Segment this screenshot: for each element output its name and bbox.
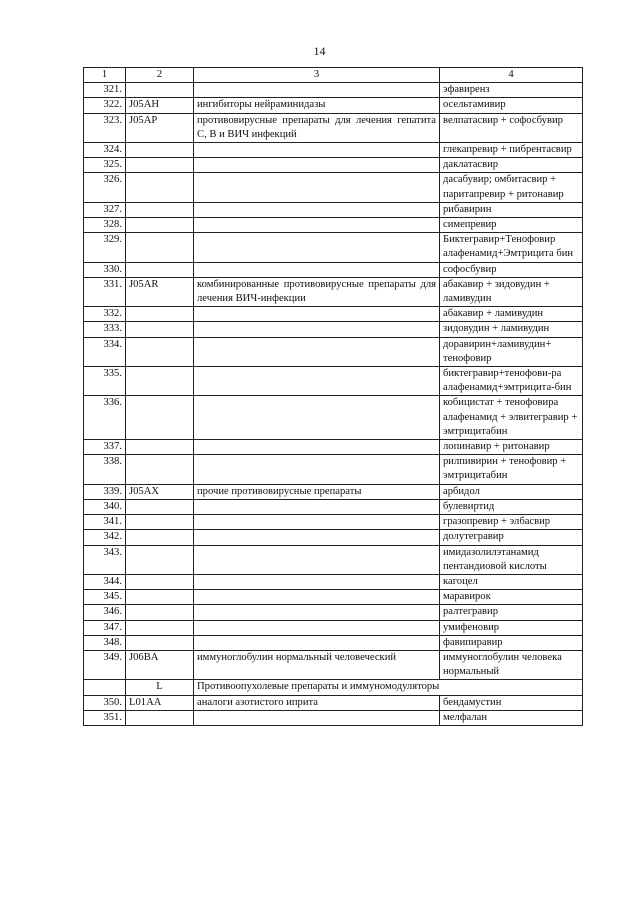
table-row bbox=[84, 202, 583, 217]
atc-code bbox=[126, 530, 194, 545]
row-number: 347. bbox=[84, 620, 126, 635]
row-number: 332. bbox=[84, 307, 126, 322]
table-row bbox=[84, 440, 583, 455]
drug-group bbox=[194, 396, 440, 440]
atc-code bbox=[126, 337, 194, 366]
drug-group bbox=[194, 322, 440, 337]
atc-code bbox=[126, 620, 194, 635]
atc-code bbox=[126, 515, 194, 530]
drug-name: булевиртид bbox=[440, 499, 583, 514]
drug-group bbox=[194, 545, 440, 574]
drug-name: иммуноглобулин человека нормальный bbox=[440, 650, 583, 679]
section-code: L bbox=[126, 680, 194, 695]
row-number: 326. bbox=[84, 173, 126, 202]
atc-code bbox=[126, 574, 194, 589]
table-row bbox=[84, 218, 583, 233]
drug-name: симепревир bbox=[440, 218, 583, 233]
column-header: 3 bbox=[194, 68, 440, 83]
drug-name: бендамустин bbox=[440, 695, 583, 710]
atc-code bbox=[126, 396, 194, 440]
drug-group: прочие противовирусные препараты bbox=[194, 484, 440, 499]
row-number: 348. bbox=[84, 635, 126, 650]
drug-name: мелфалан bbox=[440, 710, 583, 725]
drug-group bbox=[194, 262, 440, 277]
table-row bbox=[84, 262, 583, 277]
drug-group bbox=[194, 515, 440, 530]
table-row bbox=[84, 545, 583, 574]
drug-name: кагоцел bbox=[440, 574, 583, 589]
drug-name: зидовудин + ламивудин bbox=[440, 322, 583, 337]
drug-group bbox=[194, 158, 440, 173]
column-header: 4 bbox=[440, 68, 583, 83]
drug-name: дасабувир; омбитасвир + паритапревир + ритонавир bbox=[440, 173, 583, 202]
drug-group bbox=[194, 143, 440, 158]
atc-code bbox=[126, 590, 194, 605]
row-number: 336. bbox=[84, 396, 126, 440]
atc-code bbox=[126, 710, 194, 725]
drug-group bbox=[194, 83, 440, 98]
section-blank bbox=[84, 680, 126, 695]
row-number: 350. bbox=[84, 695, 126, 710]
atc-code bbox=[126, 367, 194, 396]
drug-group bbox=[194, 202, 440, 217]
table-row bbox=[84, 574, 583, 589]
table-row bbox=[84, 605, 583, 620]
drug-name: имидазолилэтанамид пентандиовой кислоты bbox=[440, 545, 583, 574]
table-row bbox=[84, 620, 583, 635]
row-number: 328. bbox=[84, 218, 126, 233]
section-row bbox=[84, 680, 583, 695]
drug-name: кобицистат + тенофовира алафенамид + элвитегравир + эмтрицитабин bbox=[440, 396, 583, 440]
drug-group: иммуноглобулин нормальный человеческий bbox=[194, 650, 440, 679]
table-row bbox=[84, 499, 583, 514]
atc-code bbox=[126, 173, 194, 202]
drug-group: комбинированные противовирусные препараты для лечения ВИЧ-инфекции bbox=[194, 277, 440, 306]
drug-group bbox=[194, 307, 440, 322]
drug-list-table bbox=[83, 67, 583, 726]
row-number: 331. bbox=[84, 277, 126, 306]
drug-group bbox=[194, 635, 440, 650]
atc-code bbox=[126, 545, 194, 574]
drug-group bbox=[194, 440, 440, 455]
drug-group bbox=[194, 605, 440, 620]
atc-code: J06BA bbox=[126, 650, 194, 679]
table-header-row bbox=[84, 68, 583, 83]
atc-code: L01AA bbox=[126, 695, 194, 710]
section-title: Противоопухолевые препараты и иммуномодуляторы bbox=[194, 680, 583, 695]
table-row bbox=[84, 277, 583, 306]
table-row bbox=[84, 530, 583, 545]
atc-code bbox=[126, 202, 194, 217]
drug-name: фавипиравир bbox=[440, 635, 583, 650]
drug-name: маравирок bbox=[440, 590, 583, 605]
table-row bbox=[84, 83, 583, 98]
table-row bbox=[84, 143, 583, 158]
atc-code bbox=[126, 233, 194, 262]
atc-code bbox=[126, 322, 194, 337]
drug-name: лопинавир + ритонавир bbox=[440, 440, 583, 455]
table-row bbox=[84, 113, 583, 142]
drug-name: рилпивирин + тенофовир + эмтрицитабин bbox=[440, 455, 583, 484]
row-number: 339. bbox=[84, 484, 126, 499]
drug-name: абакавир + зидовудин + ламивудин bbox=[440, 277, 583, 306]
row-number: 340. bbox=[84, 499, 126, 514]
drug-name: доравирин+ламивудин+ тенофовир bbox=[440, 337, 583, 366]
table-row bbox=[84, 322, 583, 337]
drug-group bbox=[194, 590, 440, 605]
atc-code bbox=[126, 83, 194, 98]
drug-group: ингибиторы нейраминидазы bbox=[194, 98, 440, 113]
atc-code: J05AH bbox=[126, 98, 194, 113]
drug-name: долутегравир bbox=[440, 530, 583, 545]
row-number: 325. bbox=[84, 158, 126, 173]
table-row bbox=[84, 455, 583, 484]
row-number: 330. bbox=[84, 262, 126, 277]
table-row bbox=[84, 590, 583, 605]
row-number: 341. bbox=[84, 515, 126, 530]
drug-name: арбидол bbox=[440, 484, 583, 499]
drug-name: Биктегравир+Тенофовир алафенамид+Эмтрицита бин bbox=[440, 233, 583, 262]
row-number: 344. bbox=[84, 574, 126, 589]
table-row bbox=[84, 367, 583, 396]
drug-group bbox=[194, 620, 440, 635]
column-header: 1 bbox=[84, 68, 126, 83]
table-row bbox=[84, 98, 583, 113]
row-number: 323. bbox=[84, 113, 126, 142]
drug-group bbox=[194, 233, 440, 262]
drug-name: даклатасвир bbox=[440, 158, 583, 173]
drug-group bbox=[194, 530, 440, 545]
row-number: 343. bbox=[84, 545, 126, 574]
row-number: 335. bbox=[84, 367, 126, 396]
drug-name: рибавирин bbox=[440, 202, 583, 217]
drug-group bbox=[194, 499, 440, 514]
row-number: 345. bbox=[84, 590, 126, 605]
drug-group bbox=[194, 337, 440, 366]
table-row bbox=[84, 650, 583, 679]
drug-group bbox=[194, 710, 440, 725]
drug-name: абакавир + ламивудин bbox=[440, 307, 583, 322]
drug-group bbox=[194, 574, 440, 589]
drug-group bbox=[194, 367, 440, 396]
atc-code bbox=[126, 307, 194, 322]
row-number: 322. bbox=[84, 98, 126, 113]
column-header: 2 bbox=[126, 68, 194, 83]
atc-code: J05AP bbox=[126, 113, 194, 142]
row-number: 337. bbox=[84, 440, 126, 455]
row-number: 327. bbox=[84, 202, 126, 217]
drug-group bbox=[194, 455, 440, 484]
table-row bbox=[84, 307, 583, 322]
atc-code: J05AX bbox=[126, 484, 194, 499]
table-row bbox=[84, 635, 583, 650]
drug-name: гразопревир + элбасвир bbox=[440, 515, 583, 530]
table-row bbox=[84, 158, 583, 173]
atc-code bbox=[126, 440, 194, 455]
drug-name: велпатасвир + софосбувир bbox=[440, 113, 583, 142]
atc-code bbox=[126, 455, 194, 484]
row-number: 338. bbox=[84, 455, 126, 484]
drug-group: аналоги азотистого иприта bbox=[194, 695, 440, 710]
row-number: 333. bbox=[84, 322, 126, 337]
row-number: 321. bbox=[84, 83, 126, 98]
row-number: 349. bbox=[84, 650, 126, 679]
row-number: 351. bbox=[84, 710, 126, 725]
drug-name: осельтамивир bbox=[440, 98, 583, 113]
drug-name: биктегравир+тенофови-ра алафенамид+эмтрицита-бин bbox=[440, 367, 583, 396]
drug-group bbox=[194, 218, 440, 233]
row-number: 346. bbox=[84, 605, 126, 620]
page-number: 14 bbox=[313, 44, 326, 58]
atc-code bbox=[126, 499, 194, 514]
table-row bbox=[84, 484, 583, 499]
table-row bbox=[84, 233, 583, 262]
atc-code bbox=[126, 143, 194, 158]
table-row bbox=[84, 337, 583, 366]
drug-name: софосбувир bbox=[440, 262, 583, 277]
table-row bbox=[84, 396, 583, 440]
table-row bbox=[84, 173, 583, 202]
row-number: 329. bbox=[84, 233, 126, 262]
row-number: 342. bbox=[84, 530, 126, 545]
row-number: 334. bbox=[84, 337, 126, 366]
atc-code bbox=[126, 158, 194, 173]
drug-name: глекапревир + пибрентасвир bbox=[440, 143, 583, 158]
atc-code bbox=[126, 605, 194, 620]
drug-name: умифеновир bbox=[440, 620, 583, 635]
drug-group bbox=[194, 173, 440, 202]
row-number: 324. bbox=[84, 143, 126, 158]
atc-code: J05AR bbox=[126, 277, 194, 306]
table-row bbox=[84, 710, 583, 725]
table-row bbox=[84, 695, 583, 710]
drug-group: противовирусные препараты для лечения гепатита С, В и ВИЧ инфекций bbox=[194, 113, 440, 142]
drug-name: ралтегравир bbox=[440, 605, 583, 620]
atc-code bbox=[126, 218, 194, 233]
atc-code bbox=[126, 635, 194, 650]
table-row bbox=[84, 515, 583, 530]
atc-code bbox=[126, 262, 194, 277]
drug-name: эфавиренз bbox=[440, 83, 583, 98]
